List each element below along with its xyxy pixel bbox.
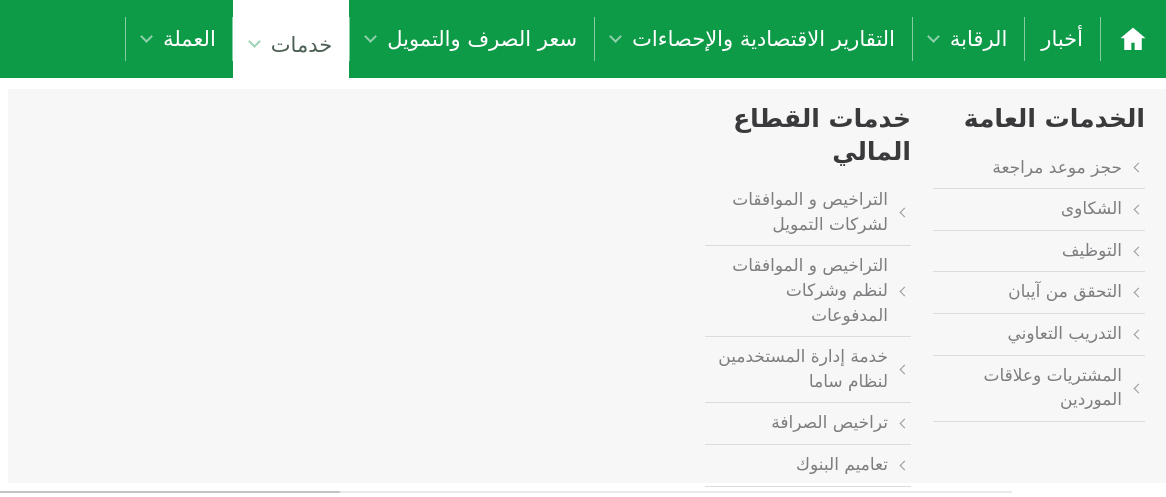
menu-item-employment[interactable]: [933, 231, 1145, 273]
page-bottom-divider-light: [340, 491, 1012, 493]
menu-column-financial-sector: [705, 103, 911, 487]
menu-column-general-services: [933, 103, 1145, 422]
menu-column-heading: الخدمات العامة: [963, 104, 1145, 133]
menu-item-procurement-suppliers[interactable]: [933, 356, 1145, 422]
menu-item-payment-systems-licensing[interactable]: [705, 246, 911, 337]
nav-item-supervision[interactable]: [912, 0, 1024, 78]
chevron-left-icon: [1134, 246, 1144, 256]
menu-item-book-appointment[interactable]: [933, 148, 1145, 190]
chevron-left-icon: [900, 365, 910, 375]
menu-item-exchange-licenses[interactable]: [705, 403, 911, 445]
main-navbar: [0, 0, 1166, 78]
menu-item-bank-circulars[interactable]: [705, 445, 911, 487]
nav-item-label: العملة: [163, 27, 216, 51]
nav-item-exchange-rate-financing[interactable]: [349, 0, 594, 78]
chevron-left-icon: [900, 208, 910, 218]
services-mega-menu: [8, 89, 1166, 483]
nav-item-news[interactable]: [1024, 0, 1100, 78]
menu-item-label: تراخيص الصرافة: [771, 413, 888, 434]
menu-item-label: خدمة إدارة المستخدمين لنظام ساما: [718, 347, 888, 392]
chevron-left-icon: [900, 286, 910, 296]
chevron-left-icon: [900, 419, 910, 429]
chevron-left-icon: [1134, 383, 1144, 393]
home-icon: [1119, 26, 1147, 52]
menu-item-list: [705, 180, 911, 487]
menu-item-label: التحقق من آيبان: [1008, 282, 1122, 303]
menu-item-finance-companies-licensing[interactable]: [705, 180, 911, 246]
chevron-down-icon: [609, 30, 622, 43]
menu-item-sama-user-management[interactable]: [705, 337, 911, 403]
menu-item-label: التراخيص و الموافقات لشركات التمويل: [732, 190, 888, 235]
menu-item-label: التراخيص و الموافقات لنظم وشركات المدفوعات: [732, 256, 888, 326]
nav-item-label: سعر الصرف والتمويل: [387, 27, 578, 51]
chevron-down-icon: [140, 30, 153, 43]
menu-item-iban-verification[interactable]: [933, 272, 1145, 314]
menu-column-heading: خدمات القطاع المالي: [733, 104, 911, 166]
chevron-down-icon: [364, 30, 377, 43]
page-bottom-divider: [0, 491, 340, 493]
nav-item-home[interactable]: [1100, 0, 1166, 78]
chevron-left-icon: [1134, 329, 1144, 339]
menu-item-label: تعاميم البنوك: [795, 455, 888, 476]
menu-item-label: التوظيف: [1061, 240, 1122, 261]
chevron-left-icon: [900, 460, 910, 470]
nav-item-label: أخبار: [1041, 27, 1083, 51]
nav-item-economic-reports[interactable]: [594, 0, 912, 78]
nav-item-label: خدمات: [270, 32, 333, 57]
menu-item-list: [933, 148, 1145, 422]
nav-tab-services-active[interactable]: [233, 0, 349, 89]
chevron-left-icon: [1134, 163, 1144, 173]
menu-item-complaints[interactable]: [933, 189, 1145, 231]
menu-item-label: المشتريات وعلاقات الموردين: [983, 365, 1122, 411]
chevron-down-icon: [927, 30, 940, 43]
nav-item-label: الرقابة: [949, 27, 1008, 51]
menu-item-label: التدريب التعاوني: [1007, 324, 1122, 345]
menu-item-label: حجز موعد مراجعة: [992, 157, 1122, 178]
menu-item-label: الشكاوى: [1060, 199, 1122, 220]
chevron-left-icon: [1134, 288, 1144, 298]
chevron-down-icon: [248, 35, 261, 48]
chevron-left-icon: [1134, 205, 1144, 215]
menu-item-cooperative-training[interactable]: [933, 314, 1145, 356]
nav-item-label: التقارير الاقتصادية والإحصاءات: [632, 27, 895, 51]
nav-item-currency[interactable]: [125, 0, 233, 78]
